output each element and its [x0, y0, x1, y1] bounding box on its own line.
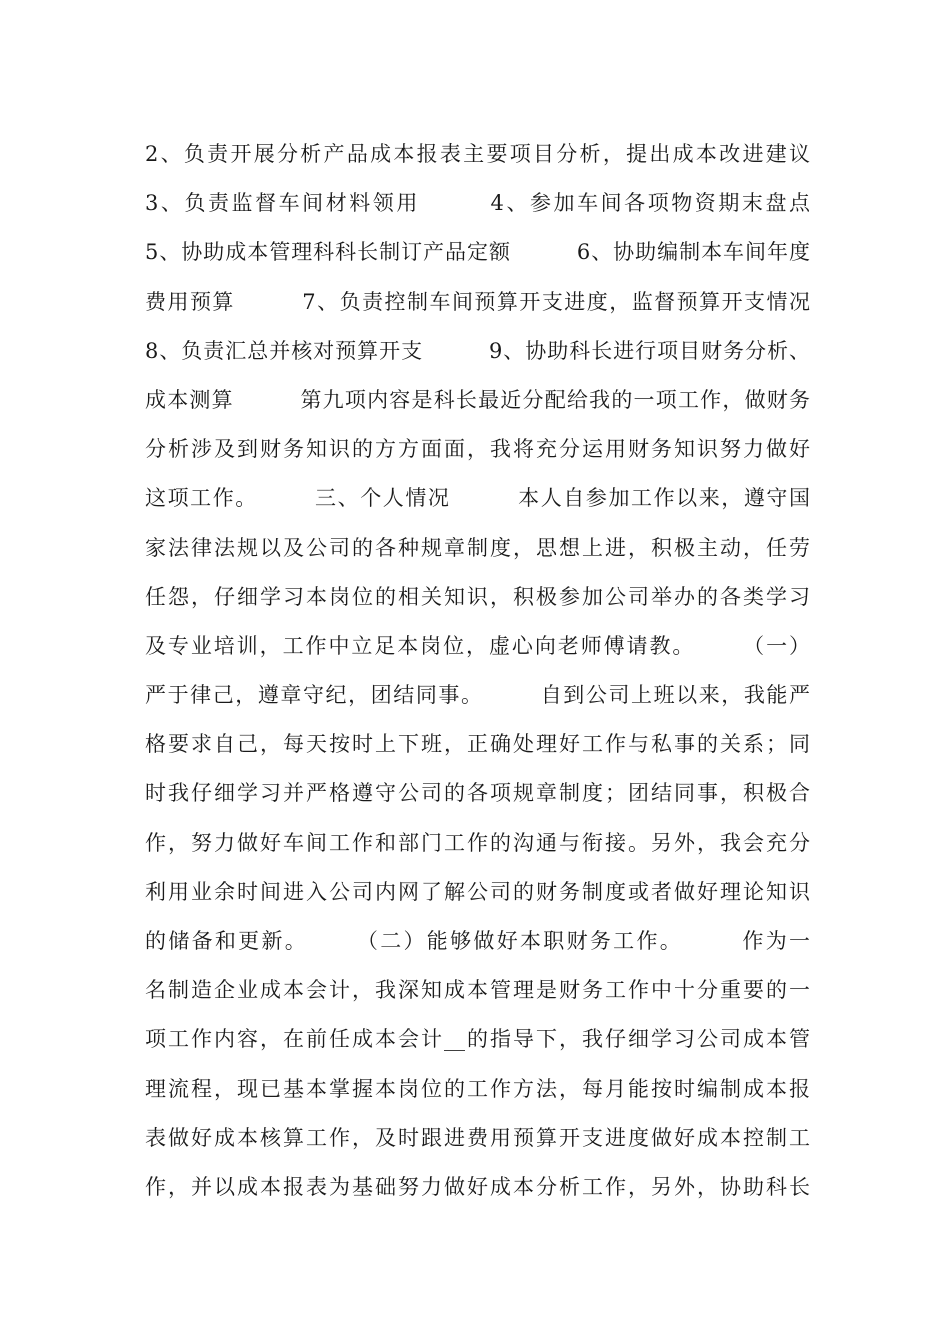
text-line: 作，并以成本报表为基础努力做好成本分析工作，另外，协助科长	[145, 1174, 810, 1199]
text-line: 严于律己，遵章守纪，团结同事。 自到公司上班以来，我能严	[145, 683, 810, 708]
text-line: 这项工作。 三、个人情况 本人自参加工作以来，遵守国	[145, 486, 810, 511]
text-line: 2、负责开展分析产品成本报表主要项目分析，提出成本改进建议	[145, 142, 810, 166]
text-line: 作，努力做好车间工作和部门工作的沟通与衔接。另外，我会充分	[145, 830, 810, 855]
document-body	[145, 130, 810, 1212]
text-line: 8、负责汇总并核对预算开支 9、协助科长进行项目财务分析、	[145, 338, 810, 363]
text-line: 成本测算 第九项内容是科长最近分配给我的一项工作，做财务	[145, 387, 810, 412]
text-line: 的储备和更新。 （二）能够做好本职财务工作。 作为一	[145, 929, 810, 953]
text-line: 表做好成本核算工作，及时跟进费用预算开支进度做好成本控制工	[145, 1125, 810, 1150]
text-line: 3、负责监督车间材料领用 4、参加车间各项物资期末盘点	[145, 191, 810, 216]
text-line: 费用预算 7、负责控制车间预算开支进度，监督预算开支情况	[145, 289, 810, 314]
text-line: 项工作内容，在前任成本会计__的指导下，我仔细学习公司成本管	[145, 1027, 810, 1052]
text-line: 家法律法规以及公司的各种规章制度，思想上进，积极主动，任劳	[145, 535, 810, 560]
text-line: 理流程，现已基本掌握本岗位的工作方法，每月能按时编制成本报	[145, 1076, 810, 1101]
text-line: 名制造企业成本会计，我深知成本管理是财务工作中十分重要的一	[145, 978, 810, 1003]
text-line: 及专业培训，工作中立足本岗位，虚心向老师傅请教。 （一）	[145, 633, 810, 658]
text-line: 任怨，仔细学习本岗位的相关知识，积极参加公司举办的各类学习	[145, 584, 810, 609]
text-line: 格要求自己，每天按时上下班，正确处理好工作与私事的关系；同	[145, 732, 810, 757]
text-line: 利用业余时间进入公司内网了解公司的财务制度或者做好理论知识	[145, 879, 810, 904]
text-line: 时我仔细学习并严格遵守公司的各项规章制度；团结同事，积极合	[145, 781, 810, 806]
text-line: 5、协助成本管理科科长制订产品定额 6、协助编制本车间年度	[145, 240, 810, 265]
text-line: 分析涉及到财务知识的方方面面，我将充分运用财务知识努力做好	[145, 437, 810, 462]
